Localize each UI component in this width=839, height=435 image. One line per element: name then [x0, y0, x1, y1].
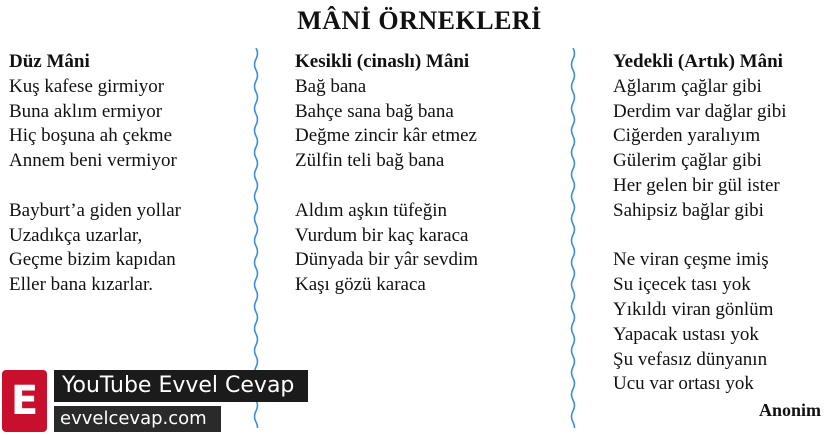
- author-credit: Anonim: [758, 400, 821, 420]
- verse-line: Değme zincir kâr etmez: [295, 125, 477, 147]
- channel-name: YouTube Evvel Cevap: [54, 370, 308, 402]
- column-duz-mani: [9, 50, 244, 298]
- stanza-gap: [9, 174, 244, 199]
- verse-line: Ciğerden yaralıyım: [613, 125, 761, 147]
- verse-line: Ağlarım çağlar gibi: [613, 75, 762, 97]
- verse-line: Uzadıkça uzarlar,: [9, 224, 143, 246]
- page-title: MÂNİ ÖRNEKLERİ: [297, 6, 542, 35]
- verse-line: Yıkıldı viran gönlüm: [613, 298, 774, 320]
- verse-line: Ne viran çeşme imiş: [613, 249, 769, 271]
- verse-line: Yapacak ustası yok: [613, 323, 759, 345]
- verse-line: Hiç boşuna ah çekme: [9, 125, 173, 147]
- stanza-gap: [295, 174, 565, 199]
- verse-line: Derdim var dağlar gibi: [613, 100, 787, 122]
- verse-line: Kuş kafese girmiyor: [9, 75, 165, 97]
- verse-line: Dünyada bir yâr sevdim: [295, 249, 479, 271]
- column-heading: Yedekli (Artık) Mâni: [613, 51, 783, 72]
- column-yedekli-mani: [613, 50, 828, 397]
- verse-line: Eller bana kızarlar.: [9, 274, 154, 296]
- column-heading: Kesikli (cinaslı) Mâni: [295, 51, 470, 72]
- verse-line: Zülfin teli bağ bana: [295, 150, 445, 172]
- verse-line: Aldım aşkın tüfeğin: [295, 199, 447, 221]
- verse-line: Buna aklım ermiyor: [9, 100, 163, 122]
- verse-line: Bağ bana: [295, 75, 367, 97]
- channel-site: evvelcevap.com: [54, 406, 221, 432]
- verse-line: Ucu var ortası yok: [613, 373, 754, 395]
- verse-line: Gülerim çağlar gibi: [613, 150, 762, 172]
- verse-line: Şu vefasız dünyanın: [613, 348, 768, 370]
- wavy-divider-right: [566, 48, 580, 428]
- verse-line: Bayburt’a giden yollar: [9, 199, 182, 221]
- wavy-line: [572, 48, 575, 428]
- channel-logo: E: [2, 370, 47, 432]
- verse-line: Annem beni vermiyor: [9, 150, 177, 172]
- channel-watermark: [0, 365, 310, 435]
- verse-line: Sahipsiz bağlar gibi: [613, 199, 764, 221]
- verse-line: Su içecek tası yok: [613, 274, 751, 296]
- verse-line: Vurdum bir kaç karaca: [295, 224, 469, 246]
- column-kesikli-mani: [295, 50, 565, 298]
- verse-line: Her gelen bir gül ister: [613, 174, 780, 196]
- column-heading: Düz Mâni: [9, 51, 90, 72]
- verse-line: Bahçe sana bağ bana: [295, 100, 454, 122]
- verse-line: Kaşı gözü karaca: [295, 274, 426, 296]
- stanza-gap: [613, 224, 828, 249]
- verse-line: Geçme bizim kapıdan: [9, 249, 176, 271]
